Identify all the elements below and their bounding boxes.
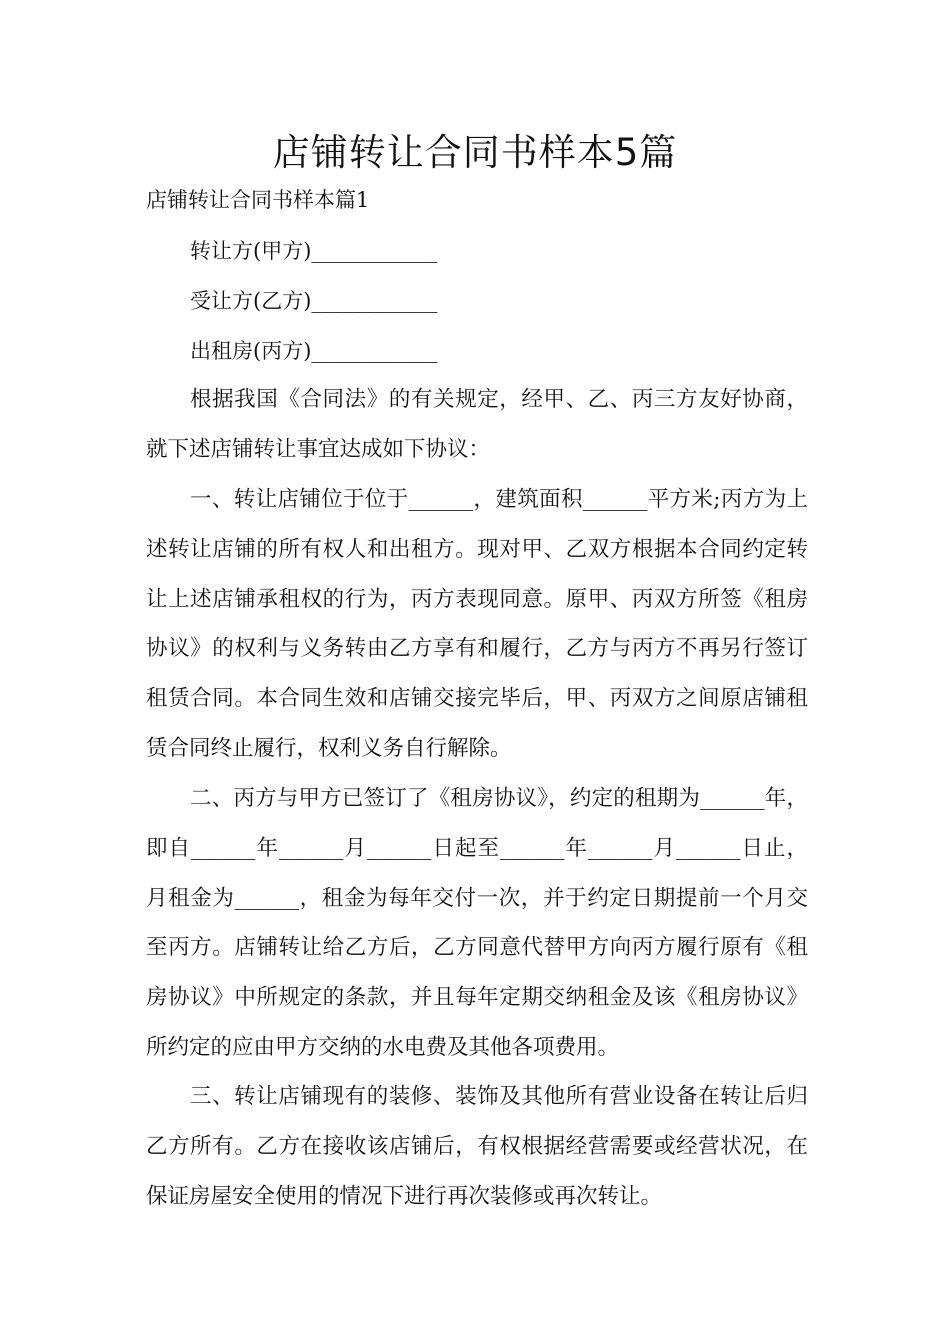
- party-transferor-blank: ____________: [311, 239, 438, 263]
- paragraph-clause-1: 一、转让店铺位于位于______，建筑面积______平方米;丙方为上述转让店铺的所有权人和出租方。现对甲、乙双方根据本合同约定转让上述店铺承租权的行为，丙方表现同意。原甲、丙双方所签《租房协议》的权利与义务转由乙方享有和履行，乙方与丙方不再另行签订租赁合同。本合同生效和店铺交接完毕后，甲、丙双方之间原店铺租赁合同终止履行，权利义务自行解除。: [146, 487, 808, 761]
- party-transferor-label: 转让方(甲方): [190, 239, 312, 263]
- party-transferor-line: [190, 237, 437, 265]
- paragraph-clause-3: 三、转让店铺现有的装修、装饰及其他所有营业设备在转让后归乙方所有。乙方在接收该店铺后，有权根据经营需要或经营状况，在保证房屋安全使用的情况下进行再次装修或再次转让。: [146, 1084, 808, 1209]
- section-subtitle: 店铺转让合同书样本篇1: [146, 188, 370, 212]
- party-transferee-line: [190, 287, 437, 315]
- party-landlord-blank: ____________: [311, 339, 438, 363]
- party-landlord-label: 出租房(丙方): [190, 339, 312, 363]
- party-landlord-line: [190, 337, 437, 365]
- party-transferee-label: 受让方(乙方): [190, 289, 312, 313]
- paragraph-clause-2: 二、丙方与甲方已签订了《租房协议》，约定的租期为______年，即自______年______月______日起至______年______月______日止，月租金为______，租金为每年交付一次，并于约定日期提前一个月交至丙方。店铺转让给乙方后，乙方同意代替甲方向丙方履行原有《租房协议》中所规定的条款，并且每年定期交纳租金及该《租房协议》所约定的应由甲方交纳的水电费及其他各项费用。: [146, 786, 808, 1060]
- paragraph-preamble: 根据我国《合同法》的有关规定，经甲、乙、丙三方友好协商，就下述店铺转让事宜达成如下协议：: [146, 387, 808, 462]
- party-transferee-blank: ____________: [311, 289, 438, 313]
- document-title: 店铺转让合同书样本5篇: [272, 131, 678, 174]
